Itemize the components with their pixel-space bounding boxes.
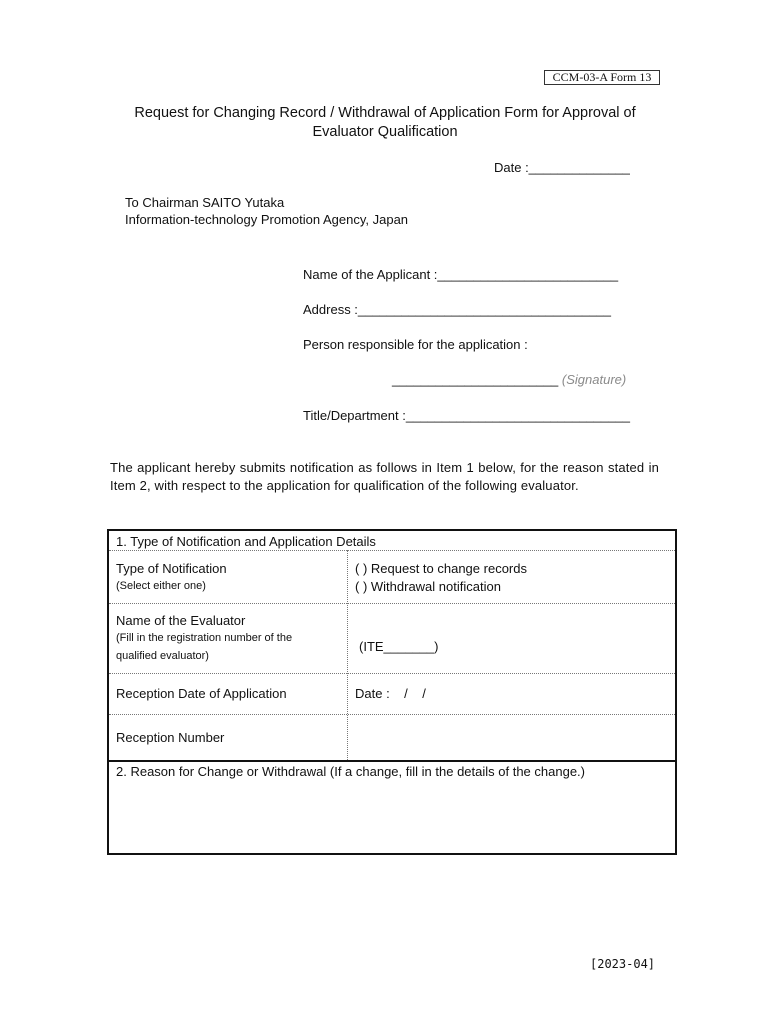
reception-date-field[interactable]: Date : / /	[355, 686, 426, 701]
divider	[109, 714, 675, 715]
type-of-notification-sublabel: (Select either one)	[116, 580, 206, 592]
reception-number-field[interactable]	[355, 729, 655, 746]
addressee-line1: To Chairman SAITO Yutaka	[125, 195, 285, 210]
signature-blank[interactable]: _______________________	[392, 372, 559, 387]
option-change-records[interactable]: ( ) Request to change records	[355, 561, 527, 576]
revision-date: [2023-04]	[590, 957, 656, 971]
reason-text-area[interactable]	[116, 785, 668, 847]
divider	[109, 673, 675, 674]
notification-table	[107, 529, 677, 855]
divider	[109, 550, 675, 551]
responsible-person-label: Person responsible for the application :	[303, 337, 528, 352]
signature-line[interactable]	[392, 371, 626, 388]
addressee-line2: Information-technology Promotion Agency, Japan	[125, 212, 409, 227]
reception-number-label: Reception Number	[116, 730, 225, 745]
reception-date-label: Reception Date of Application	[116, 686, 287, 701]
evaluator-name-sublabel-2: qualified evaluator)	[116, 650, 209, 662]
type-of-notification-label: Type of Notification	[116, 561, 227, 576]
evaluator-name-label: Name of the Evaluator	[116, 613, 246, 628]
applicant-name-field[interactable]: Name of the Applicant :_________________________	[303, 267, 619, 282]
section1-header: 1. Type of Notification and Application Details	[116, 534, 376, 549]
applicant-address-field[interactable]: Address :___________________________________	[303, 302, 611, 317]
column-divider	[347, 550, 348, 760]
form-title	[100, 104, 670, 142]
divider	[109, 603, 675, 604]
intro-paragraph: The applicant hereby submits notification as follows in Item 1 below, for the reason stated in Item 2, with respect to the application for qualification of the following evaluator.	[110, 460, 659, 493]
evaluator-name-sublabel-1: (Fill in the registration number of the	[116, 632, 293, 644]
date-field[interactable]: Date :______________	[494, 160, 630, 175]
signature-hint: (Signature)	[561, 372, 627, 387]
section2-header: 2. Reason for Change or Withdrawal (If a change, fill in the details of the change.)	[116, 764, 585, 779]
form-title-line2: Evaluator Qualification	[312, 124, 458, 140]
option-withdrawal[interactable]: ( ) Withdrawal notification	[355, 579, 501, 594]
form-title-line1: Request for Changing Record / Withdrawal of Application Form for Approval of	[134, 105, 636, 121]
title-department-field[interactable]: Title/Department :_______________________________	[303, 408, 630, 423]
section-divider	[109, 760, 675, 762]
evaluator-registration-field[interactable]: (ITE_______)	[359, 639, 439, 654]
form-id-label: CCM-03-A Form 13	[544, 70, 660, 85]
